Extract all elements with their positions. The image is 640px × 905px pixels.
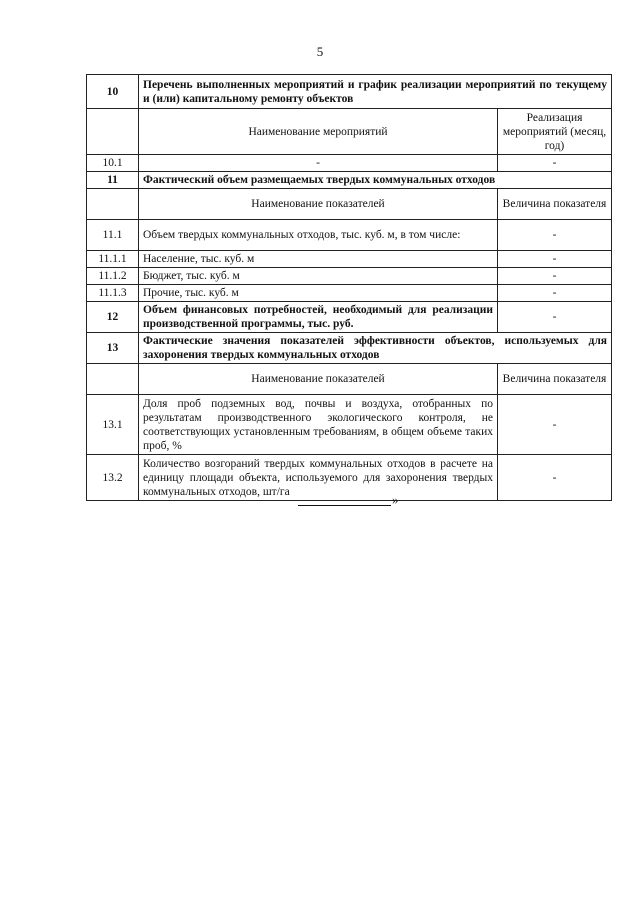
empty-cell [87,364,139,395]
table-row [87,395,612,455]
row-value: - [498,220,612,251]
table-row [87,285,612,302]
row-name: Население, тыс. куб. м [139,251,498,268]
table-row [87,268,612,285]
column-header-value: Реализация мероприятий (месяц, год) [498,109,612,155]
table-row [87,155,612,172]
row-value: - [498,251,612,268]
row-number: 13.2 [87,455,139,501]
section-number: 13 [87,333,139,364]
section-10-column-header-row [87,109,612,155]
row-value: - [498,268,612,285]
column-header-name: Наименование мероприятий [139,109,498,155]
row-name: Объем твердых коммунальных отходов, тыс. куб. м, в том числе: [139,220,498,251]
program-table [86,74,612,501]
section-title: Фактические значения показателей эффективности объектов, используемых для захоронения твердых коммунальных отходов [139,333,612,364]
row-number: 11.1.3 [87,285,139,302]
section-13-header-row [87,333,612,364]
section-title: Перечень выполненных мероприятий и график реализации мероприятий по текущему и (или) капитальному ремонту объектов [139,75,612,109]
row-number: 11.1 [87,220,139,251]
empty-cell [87,189,139,220]
section-12-row [87,302,612,333]
row-value: - [498,155,612,172]
row-value: - [498,395,612,455]
row-name: Прочие, тыс. куб. м [139,285,498,302]
row-value: - [498,455,612,501]
row-number: 10.1 [87,155,139,172]
row-name: Количество возгораний твердых коммунальных отходов в расчете на единицу площади объекта, используемого для захоронения твердых коммунальных отходов, шт/га [139,455,498,501]
row-number: 13.1 [87,395,139,455]
empty-cell [87,109,139,155]
closing-line [298,492,399,508]
table-row [87,251,612,268]
row-number: 11.1.1 [87,251,139,268]
column-header-value: Величина показателя [498,189,612,220]
section-10-header-row [87,75,612,109]
section-11-column-header-row [87,189,612,220]
section-11-header-row [87,172,612,189]
closing-quote: » [392,492,399,507]
column-header-value: Величина показателя [498,364,612,395]
section-13-column-header-row [87,364,612,395]
row-name: Бюджет, тыс. куб. м [139,268,498,285]
section-number: 12 [87,302,139,333]
row-value: - [498,302,612,333]
page-number: 5 [316,44,324,59]
table-row [87,220,612,251]
section-number: 11 [87,172,139,189]
column-header-name: Наименование показателей [139,364,498,395]
row-number: 11.1.2 [87,268,139,285]
row-name: Доля проб подземных вод, почвы и воздуха, отобранных по результатам производственного экологического контроля, не соответствующих установленным требованиям, в общем объеме таких проб, % [139,395,498,455]
section-title: Объем финансовых потребностей, необходимый для реализации производственной программы, тыс. руб. [139,302,498,333]
closing-rule [298,505,391,506]
column-header-name: Наименование показателей [139,189,498,220]
section-number: 10 [87,75,139,109]
row-name: - [139,155,498,172]
section-title: Фактический объем размещаемых твердых коммунальных отходов [139,172,612,189]
row-value: - [498,285,612,302]
